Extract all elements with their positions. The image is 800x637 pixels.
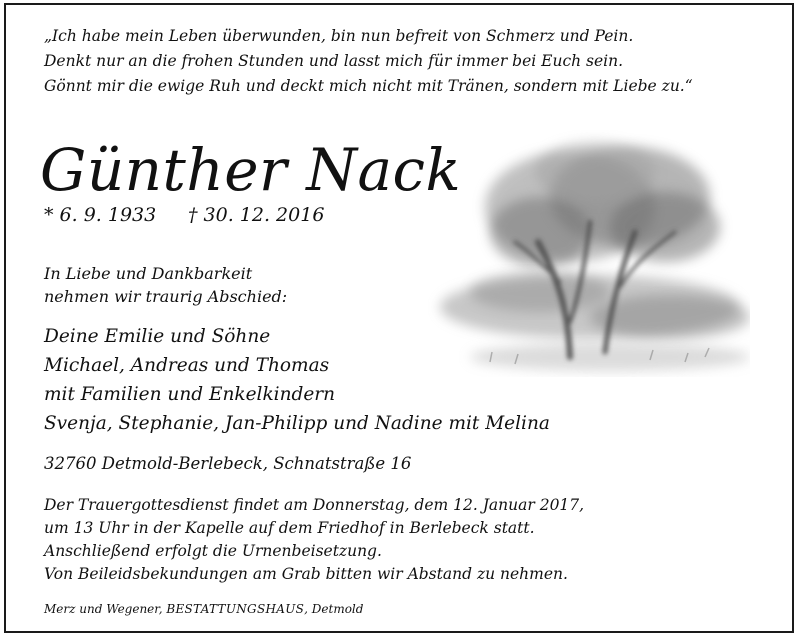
poem-line: Gönnt mir die ewige Ruh und deckt mich nicht mit Tränen, sondern mit Liebe zu.“ (44, 77, 693, 95)
funeral-service-info (44, 494, 584, 586)
family-address: 32760 Detmold-Berlebeck, Schnatstraße 16 (44, 454, 412, 473)
family-line: Svenja, Stephanie, Jan-Philipp und Nadine mit Melina (44, 413, 550, 434)
funeral-home-names: Merz und Wegener, (44, 602, 163, 616)
life-dates (44, 201, 325, 229)
funeral-home-credit (44, 600, 363, 618)
intro-line: In Liebe und Dankbarkeit (44, 264, 253, 283)
family-line: Michael, Andreas und Thomas (44, 355, 330, 376)
service-line: Von Beileidsbekundungen am Grab bitten wir Abstand zu nehmen. (44, 565, 568, 583)
farewell-intro (44, 262, 287, 308)
family-line: mit Familien und Enkelkindern (44, 384, 336, 405)
birth-date: * 6. 9. 1933 (44, 204, 157, 226)
family-members (44, 322, 550, 438)
funeral-home-city: , Detmold (304, 602, 364, 616)
poem-line: Denkt nur an die frohen Stunden und lasst mich für immer bei Euch sein. (44, 52, 624, 70)
intro-line: nehmen wir traurig Abschied: (44, 287, 288, 306)
service-line: Anschließend erfolgt die Urnenbeisetzung. (44, 542, 382, 560)
service-line: Der Trauergottesdienst findet am Donnerstag, dem 12. Januar 2017, (44, 496, 585, 514)
family-line: Deine Emilie und Söhne (44, 326, 271, 347)
deceased-name: Günther Nack (40, 136, 462, 204)
memorial-poem (44, 24, 693, 99)
funeral-home-business: BESTATTUNGSHAUS (166, 602, 305, 616)
poem-line: „Ich habe mein Leben überwunden, bin nun befreit von Schmerz und Pein. (44, 27, 634, 45)
death-date: † 30. 12. 2016 (188, 204, 325, 226)
service-line: um 13 Uhr in der Kapelle auf dem Friedhof in Berlebeck statt. (44, 519, 535, 537)
